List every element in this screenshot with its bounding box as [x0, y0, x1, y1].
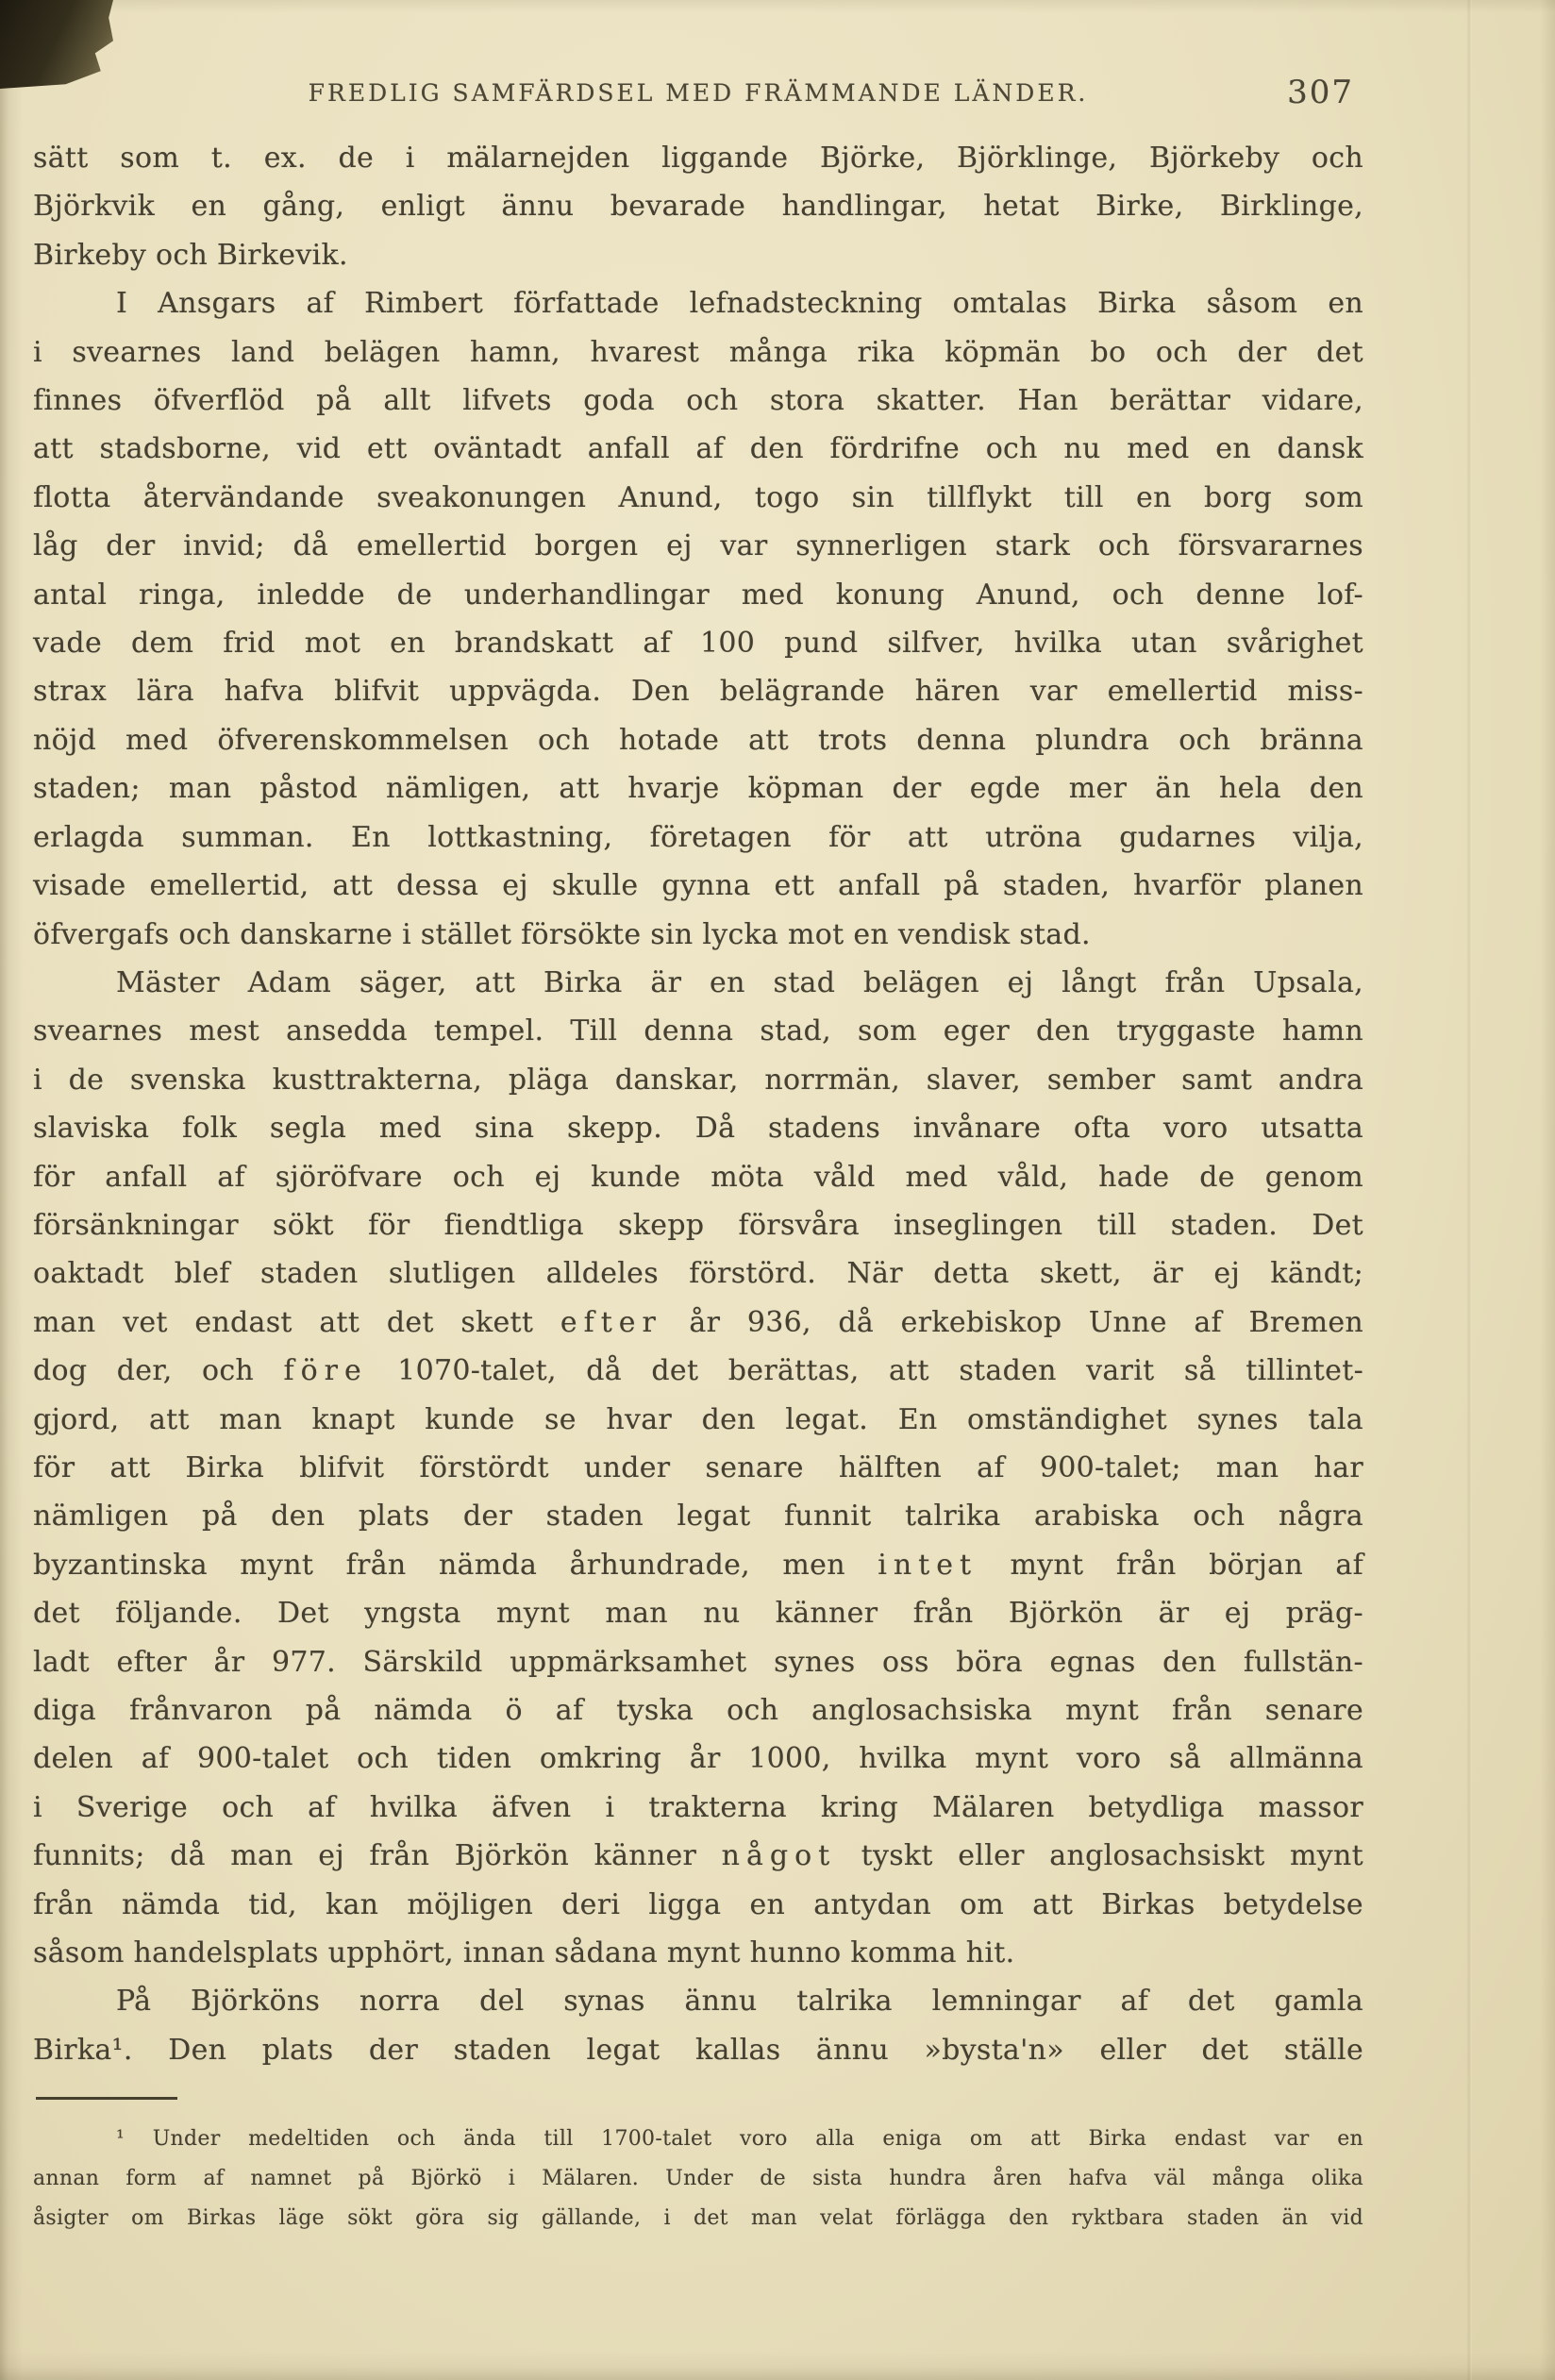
page-number: 307	[1287, 74, 1354, 111]
text-line: försänkningar sökt för fiendtliga skepp försvåra inseglingen till staden. Det	[33, 1208, 1363, 1242]
text-line: Birka¹. Den plats der staden legat kallas ännu »bysta'n» eller det ställe	[33, 2033, 1363, 2067]
text-line: finnes öfverflöd på allt lifvets goda och stora skatter. Han berättar vidare,	[33, 384, 1363, 418]
text-line: gjord, att man knapt kunde se hvar den legat. En omständighet synes tala	[33, 1402, 1363, 1436]
paragraph	[33, 2120, 1363, 2238]
text-line: i Sverige och af hvilka äfven i trakterna kring Mälaren betydliga massor	[33, 1790, 1363, 1824]
text-line: oaktadt blef staden slutligen alldeles förstörd. När detta skett, är ej kändt;	[33, 1257, 1363, 1291]
text-line: strax lära hafva blifvit uppvägda. Den belägrande hären var emellertid miss-	[33, 675, 1363, 709]
paragraph	[33, 134, 1363, 279]
text-line: På Björköns norra del synas ännu talrika lemningar af det gamla	[116, 1985, 1363, 2019]
text-line: antal ringa, inledde de underhandlingar med konung Anund, och denne lof-	[33, 578, 1363, 612]
text-line: nöjd med öfverenskommelsen och hotade att trots denna plundra och bränna	[33, 723, 1363, 757]
text-line: diga frånvaron på nämda ö af tyska och anglosachsiska mynt från senare	[33, 1694, 1363, 1727]
footnote-text	[33, 2120, 1363, 2238]
text-line: nämligen på den plats der staden legat funnit talrika arabiska och några	[33, 1500, 1363, 1534]
text-line: man vet endast att det skett efter år 936, då erkebiskop Unne af Bremen	[33, 1305, 1363, 1339]
text-line: vade dem frid mot en brandskatt af 100 pund silfver, hvilka utan svårighet	[33, 627, 1363, 661]
letterspaced-word: efter	[560, 1305, 662, 1339]
letterspaced-word: intet	[878, 1548, 978, 1582]
text-line: för att Birka blifvit förstördt under senare hälften af 900-talet; man har	[33, 1450, 1363, 1484]
text-line: I Ansgars af Rimbert författade lefnadsteckning omtalas Birka såsom en	[116, 287, 1363, 321]
text-line: såsom handelsplats upphört, innan sådana mynt hunno komma hit.	[33, 1936, 1015, 1970]
text-line: visade emellertid, att dessa ej skulle gynna ett anfall på staden, hvarför planen	[33, 869, 1363, 903]
text-line: delen af 900-talet och tiden omkring år 1000, hvilka mynt voro så allmänna	[33, 1742, 1363, 1776]
scan-corner-artifact	[0, 0, 113, 89]
letterspaced-word: före	[283, 1354, 368, 1388]
page-edge-crease	[1466, 0, 1472, 2380]
text-line: funnits; då man ej från Björkön känner något tyskt eller anglosachsiskt mynt	[33, 1839, 1363, 1873]
text-line: Birkeby och Birkevik.	[33, 238, 348, 272]
text-line: ladt efter år 977. Särskild uppmärksamhet synes oss böra egnas den fullstän-	[33, 1645, 1363, 1679]
text-line: det följande. Det yngsta mynt man nu känner från Björkön är ej präg-	[33, 1597, 1363, 1631]
body-text	[33, 134, 1363, 2074]
text-line: annan form af namnet på Björkö i Mälaren. Under de sista hundra åren hafva väl många olika	[33, 2167, 1363, 2190]
text-line: staden; man påstod nämligen, att hvarje köpman der egde mer än hela den	[33, 772, 1363, 806]
text-line: Mäster Adam säger, att Birka är en stad belägen ej långt från Upsala,	[116, 965, 1363, 999]
footnote-rule	[36, 2097, 177, 2100]
text-line: låg der invid; då emellertid borgen ej var synnerligen stark och försvararnes	[33, 529, 1363, 563]
text-line: flotta återvändande sveakonungen Anund, togo sin tillflykt till en borg som	[33, 480, 1363, 514]
text-line: slaviska folk segla med sina skepp. Då stadens invånare ofta voro utsatta	[33, 1112, 1363, 1146]
letterspaced-word: något	[721, 1839, 837, 1873]
text-line: för anfall af sjöröfvare och ej kunde möta våld med våld, hade de genom	[33, 1160, 1363, 1194]
text-line: ¹ Under medeltiden och ända till 1700-talet voro alla eniga om att Birka endast var en	[116, 2127, 1363, 2151]
text-line: sätt som t. ex. de i mälarnejden liggande Björke, Björklinge, Björkeby och	[33, 142, 1363, 175]
running-head-title: FREDLIG SAMFÄRDSEL MED FRÄMMANDE LÄNDER.	[308, 79, 1089, 107]
text-line: svearnes mest ansedda tempel. Till denna stad, som eger den tryggaste hamn	[33, 1014, 1363, 1048]
text-line: i svearnes land belägen hamn, hvarest många rika köpmän bo och der det	[33, 335, 1363, 369]
text-line: åsigter om Birkas läge sökt göra sig gällande, i det man velat förlägga den ryktbara staden än vid	[33, 2206, 1363, 2230]
text-line: erlagda summan. En lottkastning, företagen för att utröna gudarnes vilja,	[33, 820, 1363, 854]
text-line: öfvergafs och danskarne i stället försökte sin lycka mot en vendisk stad.	[33, 917, 1091, 951]
paragraph	[33, 959, 1363, 1978]
text-line: Björkvik en gång, enligt ännu bevarade handlingar, hetat Birke, Birklinge,	[33, 190, 1363, 224]
text-line: att stadsborne, vid ett oväntadt anfall af den fördrifne och nu med en dansk	[33, 432, 1363, 466]
running-head	[33, 74, 1363, 119]
text-line: byzantinska mynt från nämda århundrade, men intet mynt från början af	[33, 1548, 1363, 1582]
paragraph	[33, 279, 1363, 959]
text-line: från nämda tid, kan möjligen deri ligga en antydan om att Birkas betydelse	[33, 1887, 1363, 1921]
paragraph	[33, 1977, 1363, 2074]
text-line: dog der, och före 1070-talet, då det berättas, att staden varit så tillintet-	[33, 1354, 1364, 1388]
text-line: i de svenska kusttrakterna, pläga danskar, norrmän, slaver, sember samt andra	[33, 1063, 1363, 1097]
